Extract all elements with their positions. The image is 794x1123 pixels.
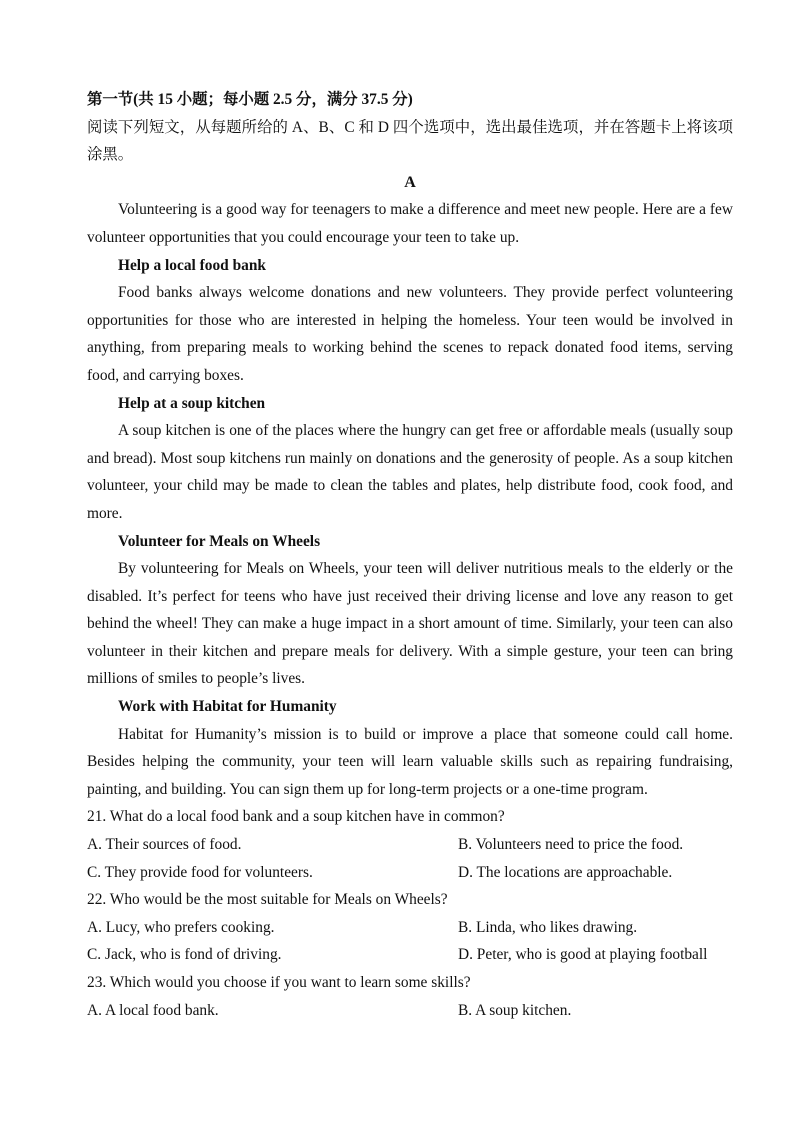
question-22-option-c: C. Jack, who is fond of driving. (87, 946, 282, 964)
section-instruction: 阅读下列短文，从每题所给的 A、B、C 和 D 四个选项中，选出最佳选项，并在答题卡上将该项涂黑。 (87, 118, 733, 164)
question-21-option-c: C. They provide food for volunteers. (87, 863, 313, 881)
question-22-option-a: A. Lucy, who prefers cooking. (87, 918, 275, 936)
question-23-option-b: B. A soup kitchen. (458, 1001, 572, 1019)
passage-label: A (404, 173, 416, 191)
question-21-options-row-1 (87, 831, 733, 859)
question-21-stem: 21. What do a local food bank and a soup kitchen have in common? (87, 808, 505, 826)
section-body-food-bank: Food banks always welcome donations and new volunteers. They provide perfect volunteering opportunities for those who are interested in helping the homeless. Your teen would be involved in anything, from preparing meals to working behind the scenes to repack donated food items, serving food, and carrying boxes. (87, 284, 733, 384)
question-22-stem: 22. Who would be the most suitable for Meals on Wheels? (87, 891, 448, 909)
question-22-option-b: B. Linda, who likes drawing. (458, 918, 638, 936)
question-23-stem: 23. Which would you choose if you want to learn some skills? (87, 974, 471, 991)
exam-page (87, 86, 733, 1024)
section-body-habitat: Habitat for Humanity’s mission is to build or improve a place that someone could call home. Besides helping the community, your teen will learn valuable skills such as repairing fundraising, painting, and building. You can sign them up for long-term projects or a one-time program. (87, 725, 733, 798)
section-heading-soup-kitchen: Help at a soup kitchen (118, 394, 266, 412)
passage-intro: Volunteering is a good way for teenagers to make a difference and meet new people. Here are a few volunteer opportunities that you could encourage your teen to take up. (87, 201, 733, 246)
section-heading-food-bank: Help a local food bank (118, 256, 266, 274)
question-21-option-a: A. Their sources of food. (87, 836, 242, 854)
section-body-meals-on-wheels: By volunteering for Meals on Wheels, your teen will deliver nutritious meals to the elderly or the disabled. It’s perfect for teens who have just received their driving license and love any reason to get behind the wheel! They can make a huge impact in a short amount of time. Similarly, your teen can also volunteer in their kitchen and prepare meals for delivery. With a simple gesture, your teen can bring millions of smiles to people’s lives. (87, 560, 733, 688)
question-21-option-b: B. Volunteers need to price the food. (458, 836, 684, 854)
section-body-soup-kitchen: A soup kitchen is one of the places where the hungry can get free or affordable meals (usually soup and bread). Most soup kitchens run mainly on donations and the generosity of people. As a soup kitchen volunteer, your child may be made to clean the tables and plates, help distribute food, cook food, and more. (87, 422, 733, 522)
question-22-option-d: D. Peter, who is good at playing football (458, 946, 708, 964)
question-21-option-d: D. The locations are approachable. (458, 863, 673, 881)
question-23-option-a: A. A local food bank. (87, 1001, 219, 1019)
question-21-options-row-2 (87, 859, 733, 887)
question-22-options-row-2 (87, 941, 733, 969)
question-22-options-row-1 (87, 914, 733, 942)
section-heading-meals-on-wheels: Volunteer for Meals on Wheels (118, 532, 321, 550)
question-23-options-row-1 (87, 997, 733, 1025)
section-title: 第一节(共 15 小题；每小题 2.5 分，满分 37.5 分) (87, 91, 413, 108)
section-heading-habitat: Work with Habitat for Humanity (118, 698, 337, 716)
